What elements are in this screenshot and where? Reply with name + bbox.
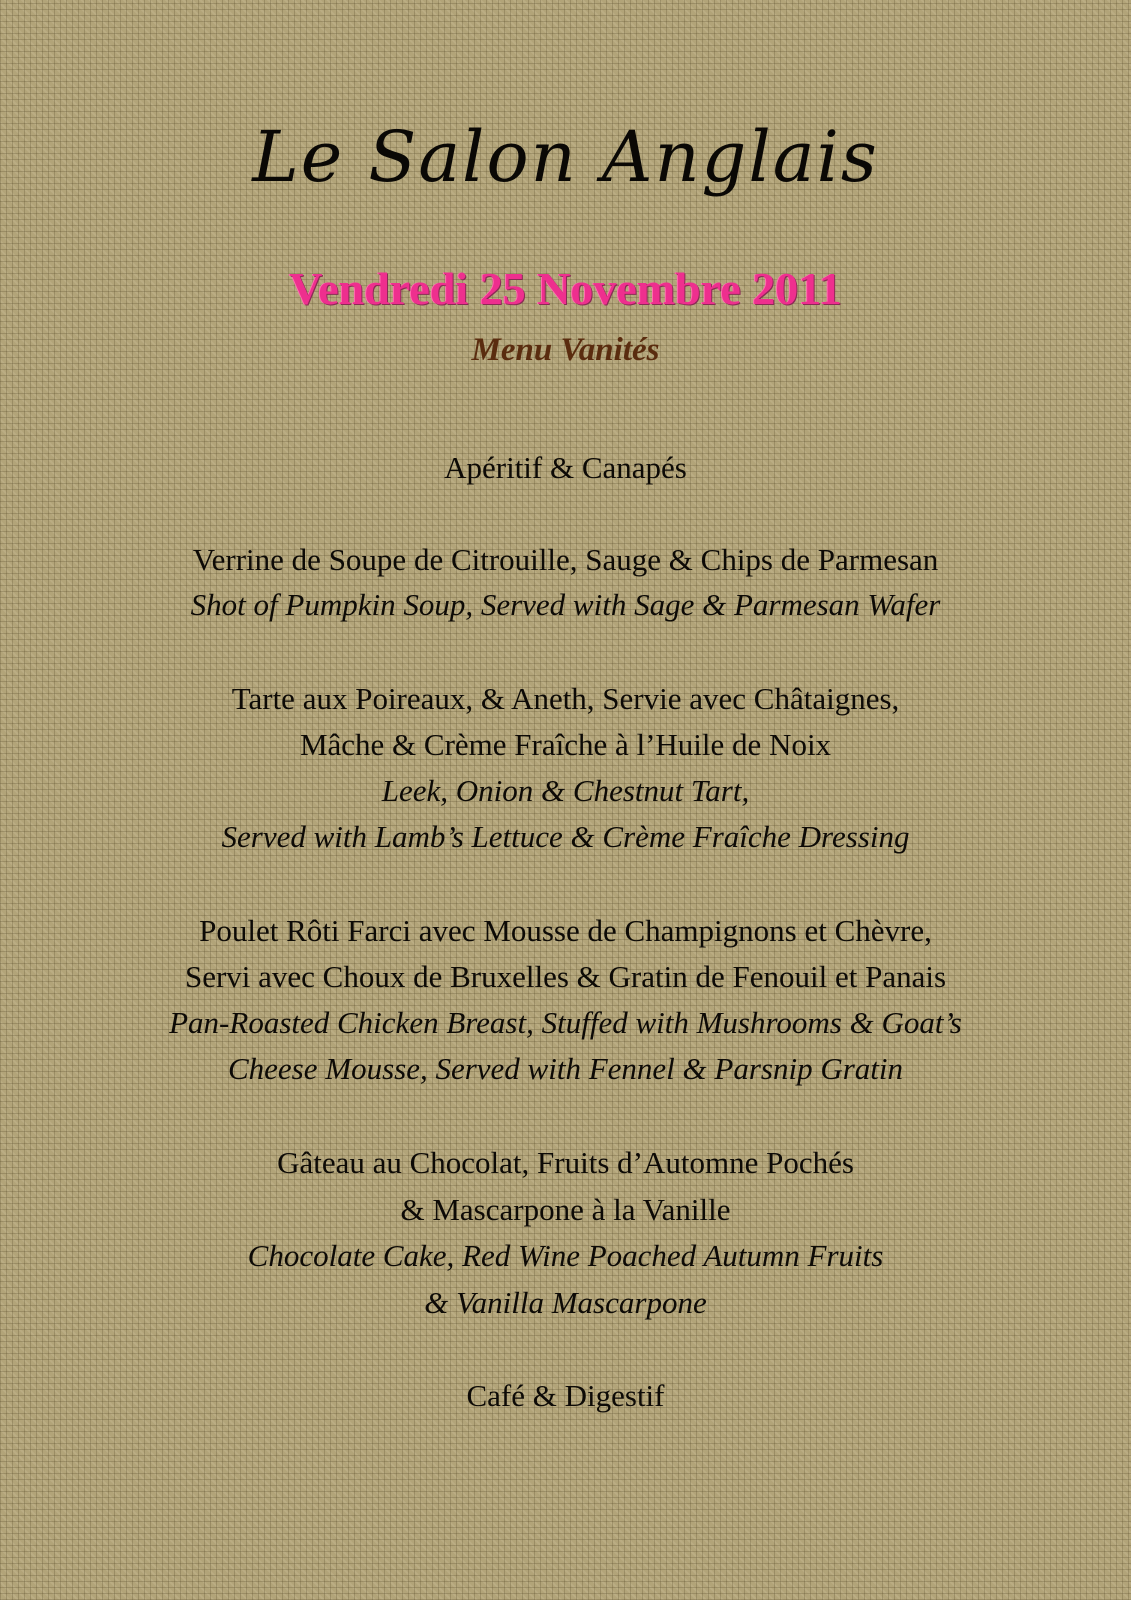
course3-french-line2: Servi avec Choux de Bruxelles & Gratin de Fenouil et Panais [184, 959, 947, 994]
menu-subtitle: Menu Vanités [471, 332, 660, 368]
menu-date: Vendredi 25 Novembre 2011 [289, 263, 842, 314]
course4-english-line1: Chocolate Cake, Red Wine Poached Autumn Fruits [247, 1238, 884, 1273]
course3-english-line2: Cheese Mousse, Served with Fennel & Parsnip Gratin [227, 1051, 903, 1086]
restaurant-title: Le Salon Anglais [252, 116, 879, 198]
course2-english-line1: Leek, Onion & Chestnut Tart, [381, 773, 750, 808]
course3-french-line1: Poulet Rôti Farci avec Mousse de Champignons et Chèvre, [199, 913, 932, 948]
course2-english-line2: Served with Lamb’s Lettuce & Crème Fraîche Dressing [221, 819, 910, 854]
course4-english-line2: & Vanilla Mascarpone [424, 1285, 707, 1320]
course1-french: Verrine de Soupe de Citrouille, Sauge & Chips de Parmesan [192, 542, 939, 577]
course4-french-line1: Gâteau au Chocolat, Fruits d’Automne Pochés [277, 1145, 854, 1180]
course3-english-line1: Pan-Roasted Chicken Breast, Stuffed with Mushrooms & Goat’s [169, 1005, 962, 1040]
course1-english: Shot of Pumpkin Soup, Served with Sage & Parmesan Wafer [190, 587, 941, 622]
course4-french-line2: & Mascarpone à la Vanille [400, 1192, 731, 1227]
course2-french-line2: Mâche & Crème Fraîche à l’Huile de Noix [299, 727, 832, 762]
aperitif-line: Apéritif & Canapés [444, 450, 687, 485]
digestif-line: Café & Digestif [466, 1378, 665, 1413]
course2-french-line1: Tarte aux Poireaux, & Aneth, Servie avec Châtaignes, [231, 681, 900, 716]
